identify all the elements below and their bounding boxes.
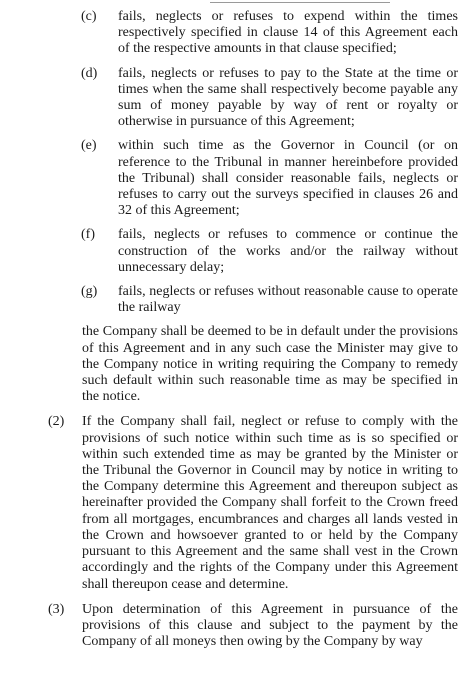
subclause-3-label: (3) <box>48 601 65 617</box>
clause-e-text: within such time as the Governor in Council (or on reference to the Tribunal in manner hereinbefore provided the Tribunal) shall consider reasonable fails, neglects or refuses to carry out the surveys specified in clauses 26 and 32 of this Agreement; <box>118 138 458 219</box>
top-rule <box>210 2 390 3</box>
clause-c-text: fails, neglects or refuses to expend within the times respectively specified in clause 14 of this Agreement each of the respective amounts in that clause specified; <box>118 9 458 57</box>
subclause-2 <box>0 414 465 592</box>
clause-e-label: (e) <box>81 138 97 154</box>
subclause-2-label: (2) <box>48 414 65 430</box>
clause-c-label: (c) <box>81 9 97 24</box>
subclause-3 <box>0 602 465 651</box>
clause-d-text: fails, neglects or refuses to pay to the State at the time or times when the same shall respectively become payable any sum of money payable by way of rent or royalty or otherwise in pursuance of this Agreement; <box>118 65 458 130</box>
default-paragraph: the Company shall be deemed to be in default under the provisions of this Agreement and in any such case the Minister may give to the Company notice in writing requiring the Company to remedy such default within such reasonable time as may be specified in the notice. <box>82 324 458 405</box>
clause-d <box>0 66 465 131</box>
clause-f-text: fails, neglects or refuses to commence or continue the construction of the works and/or the railway without unnecessary delay; <box>118 227 458 275</box>
clause-g-label: (g) <box>81 284 98 300</box>
clause-c <box>0 9 465 58</box>
document-page <box>0 9 465 659</box>
clause-f <box>0 227 465 276</box>
subclause-3-text: Upon determination of this Agreement in pursuance of the provisions of this clause and subject to the payment by the Company of all moneys then owing by the Company by way <box>82 601 458 650</box>
subclause-2-text: If the Company shall fail, neglect or refuse to comply with the provisions of such notice within such time as is so specified or within such extended time as may be granted by the Minister or the Tribunal the Governor in Council may by notice in writing to the Company determine this Agreement and thereupon subject as hereinafter provided the Company shall forfeit to the Crown freed from all mortgages, encumbrances and charges all lands vested in the Crown and howsoever granted to or held by the Company pursuant to this Agreement and the same shall vest in the Crown accordingly and the rights of the Company under this Agreement shall thereupon cease and determine. <box>82 414 458 592</box>
clause-d-label: (d) <box>81 65 98 81</box>
clause-f-label: (f) <box>81 227 95 243</box>
clause-g-text: fails, neglects or refuses without reasonable cause to operate the railway <box>118 284 458 316</box>
clause-g <box>0 284 465 316</box>
clause-e <box>0 138 465 219</box>
